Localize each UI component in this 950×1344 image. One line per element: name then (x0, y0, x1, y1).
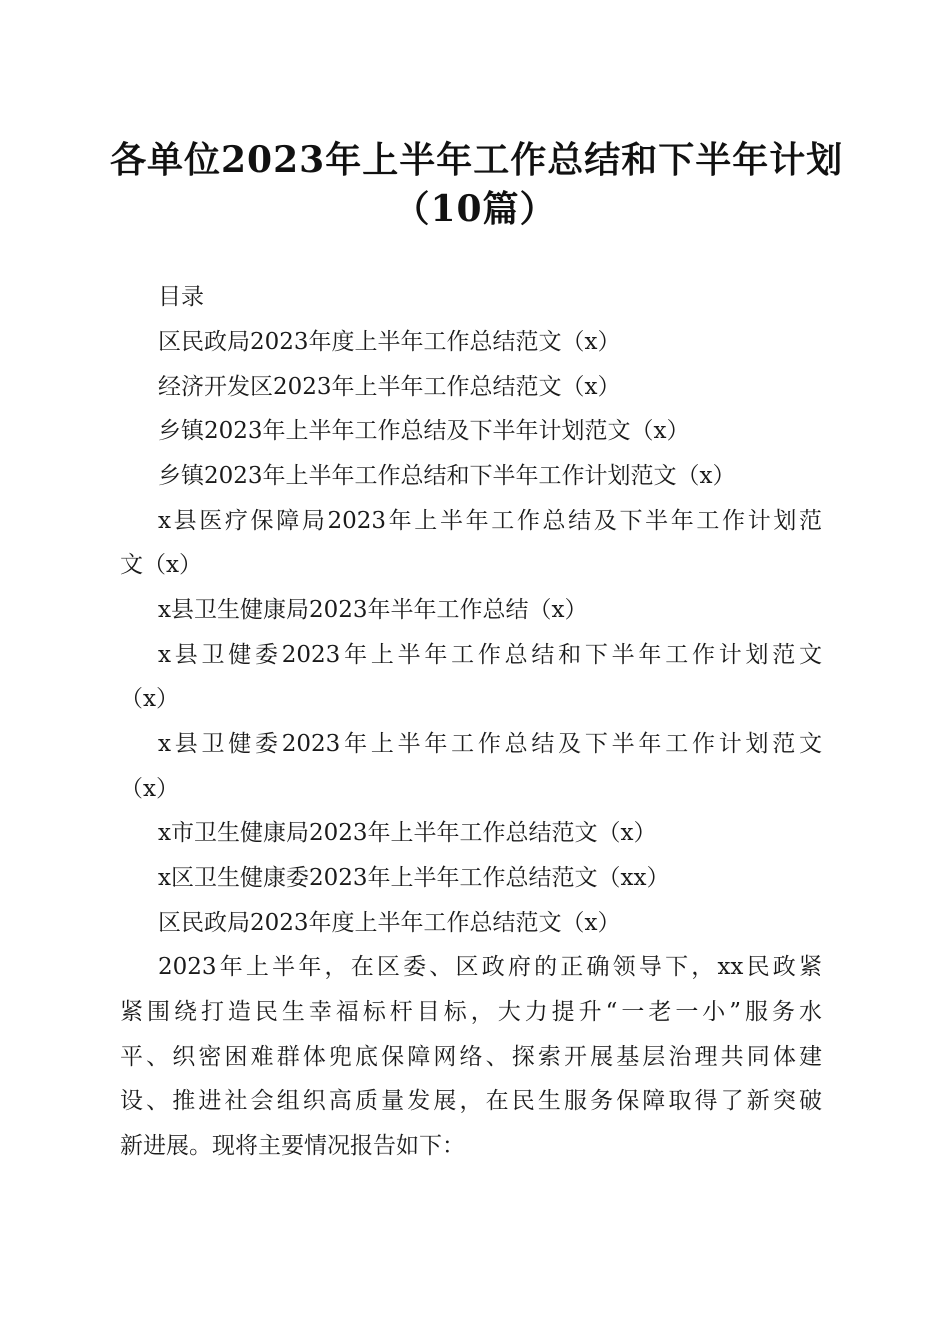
toc-item: x县卫健委2023年上半年工作总结及下半年工作计划范文 (158, 731, 822, 757)
toc-item: 区民政局2023年度上半年工作总结范文（x） (158, 329, 621, 355)
toc-heading: 目录 (158, 284, 204, 310)
toc-item: 经济开发区2023年上半年工作总结范文（x） (158, 374, 621, 400)
toc-item: x市卫生健康局2023年上半年工作总结范文（x） (158, 820, 657, 846)
body-paragraph-line: 新进展。现将主要情况报告如下： (120, 1133, 465, 1159)
body-paragraph-line: 紧围绕打造民生幸福标杆目标，大力提升“一老一小”服务水 (120, 999, 822, 1025)
toc-item-continued: （x） (120, 776, 179, 802)
toc-item: x县卫生健康局2023年半年工作总结（x） (158, 597, 588, 623)
body-paragraph-line: 2023年上半年，在区委、区政府的正确领导下，xx民政紧 (158, 954, 822, 980)
toc-item: x区卫生健康委2023年上半年工作总结范文（xx） (158, 865, 670, 891)
section-heading: 区民政局2023年度上半年工作总结范文（x） (158, 910, 621, 936)
toc-item: x县卫健委2023年上半年工作总结和下半年工作计划范文 (158, 642, 822, 668)
toc-item: 乡镇2023年上半年工作总结和下半年工作计划范文（x） (158, 463, 736, 489)
toc-item-continued: （x） (120, 686, 179, 712)
toc-item: x县医疗保障局2023年上半年工作总结及下半年工作计划范 (158, 508, 822, 534)
document-title: 各单位2023年上半年工作总结和下半年计划 (110, 139, 844, 181)
toc-item: 乡镇2023年上半年工作总结及下半年计划范文（x） (158, 418, 690, 444)
toc-item-continued: 文（x） (120, 552, 202, 578)
document-title-count: （10篇） (393, 188, 557, 230)
body-paragraph-line: 平、织密困难群体兜底保障网络、探索开展基层治理共同体建 (120, 1044, 822, 1070)
body-paragraph-line: 设、推进社会组织高质量发展，在民生服务保障取得了新突破 (120, 1088, 822, 1114)
